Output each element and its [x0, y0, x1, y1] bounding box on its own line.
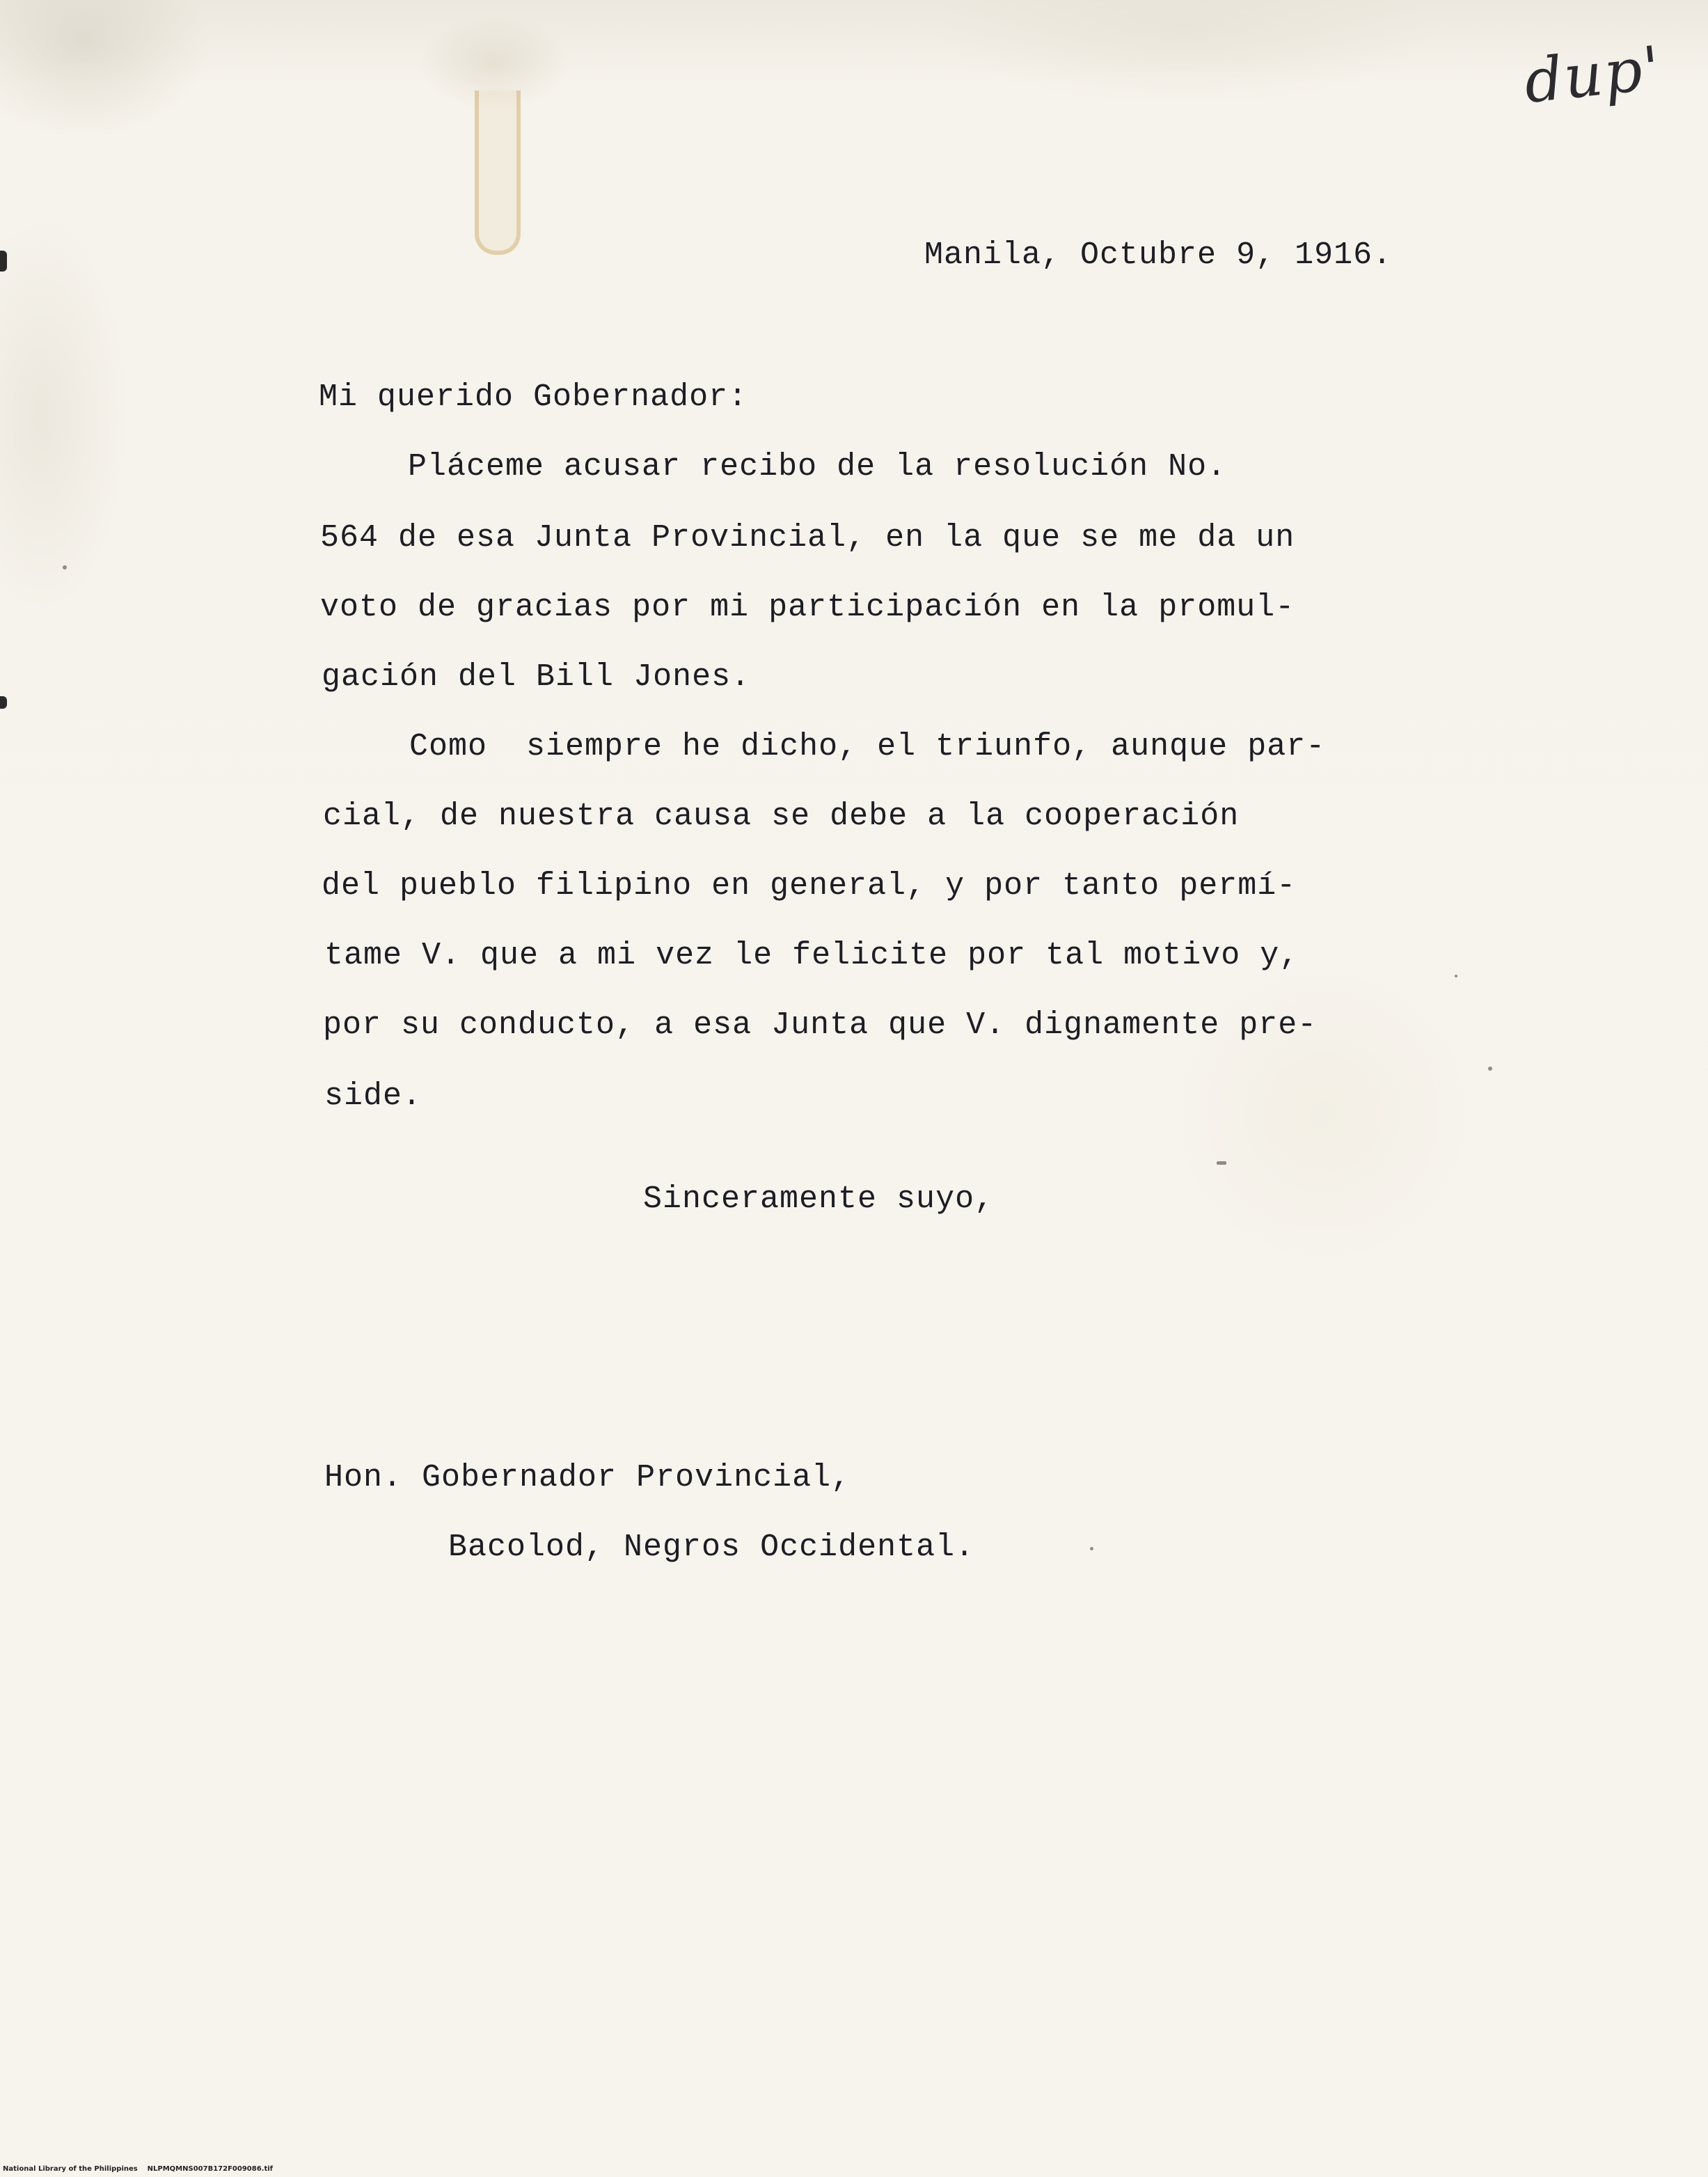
paragraph-line: Como siempre he dicho, el triunfo, aunque par-: [409, 729, 1326, 764]
closing: Sinceramente suyo,: [643, 1181, 995, 1217]
addressee-line: Hon. Gobernador Provincial,: [324, 1460, 851, 1495]
paragraph-line: del pueblo filipino en general, y por tanto permí-: [322, 868, 1297, 904]
paragraph-line: cial, de nuestra causa se debe a la cooperación: [323, 799, 1240, 834]
paper-speck: [1455, 975, 1457, 977]
paragraph-line: 564 de esa Junta Provincial, en la que se me da un: [320, 520, 1295, 556]
date-line: Manila, Octubre 9, 1916.: [924, 237, 1393, 273]
salutation: Mi querido Gobernador:: [319, 379, 748, 415]
addressee-line: Bacolod, Negros Occidental.: [448, 1530, 975, 1565]
edge-mark: [0, 251, 7, 272]
paragraph-line: gación del Bill Jones.: [322, 659, 751, 695]
edge-mark: [0, 696, 7, 709]
paper-speck: [1488, 1067, 1492, 1071]
paper-speck: [63, 565, 67, 569]
paper-speck: [1090, 1547, 1093, 1550]
paper-stain-drip: [475, 91, 521, 255]
paragraph-line: por su conducto, a esa Junta que V. dignamente pre-: [323, 1007, 1318, 1043]
paragraph-line: tame V. que a mi vez le felicite por tal motivo y,: [324, 938, 1299, 973]
paragraph-line: side.: [324, 1078, 422, 1114]
handwritten-note: dup': [1521, 33, 1665, 118]
paragraph-line: Pláceme acusar recibo de la resolución No.: [408, 449, 1227, 485]
archive-footer: National Library of the Philippines NLPMQMNS007B172F009086.tif: [3, 2165, 274, 2173]
paragraph-line: voto de gracias por mi participación en la promul-: [320, 590, 1295, 625]
paper-speck: [1217, 1161, 1226, 1165]
